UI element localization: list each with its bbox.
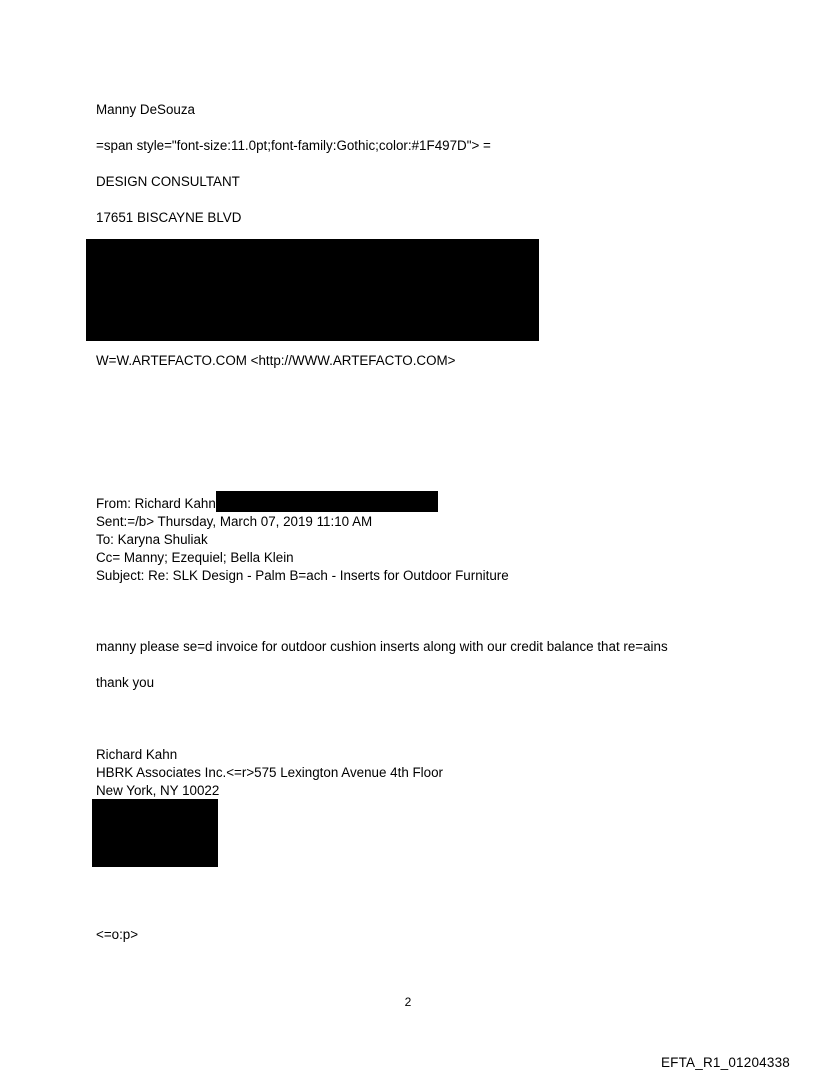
style-artifact-text: =span style="font-size:11.0pt;font-family:Gothic;color:#1F497D"> = — [96, 138, 491, 153]
trailing-artifact-text: <=o:p> — [96, 927, 139, 942]
email-to: To: Karyna Shuliak — [96, 532, 208, 547]
signature-address: 17651 BISCAYNE BLVD — [96, 210, 242, 225]
email-from: From: Richard Kahn — [96, 496, 216, 511]
signature-title: DESIGN CONSULTANT — [96, 174, 240, 189]
email-sent: Sent:=/b> Thursday, March 07, 2019 11:10 AM — [96, 514, 373, 529]
email-cc: Cc= Manny; Ezequiel; Bella Klein — [96, 550, 294, 565]
email-body-message: manny please se=d invoice for outdoor cushion inserts along with our credit balance that re=ains — [96, 639, 668, 654]
email-subject: Subject: Re: SLK Design - Palm B=ach - Inserts for Outdoor Furniture — [96, 568, 509, 583]
sender-name: Richard Kahn — [96, 747, 178, 762]
redaction-block-contact — [86, 239, 539, 341]
sender-city-line: New York, NY 10022 — [96, 783, 220, 798]
redaction-block-phone — [92, 799, 218, 867]
redaction-block-email — [216, 491, 438, 512]
signature-website: W=W.ARTEFACTO.COM <http://WWW.ARTEFACTO.COM> — [96, 353, 456, 368]
signature-name: Manny DeSouza — [96, 102, 195, 117]
sender-company-line: HBRK Associates Inc.<=r>575 Lexington Avenue 4th Floor — [96, 765, 444, 780]
page-number: 2 — [404, 995, 412, 1009]
email-body-closing: thank you — [96, 675, 155, 690]
document-id: EFTA_R1_01204338 — [660, 1055, 790, 1070]
